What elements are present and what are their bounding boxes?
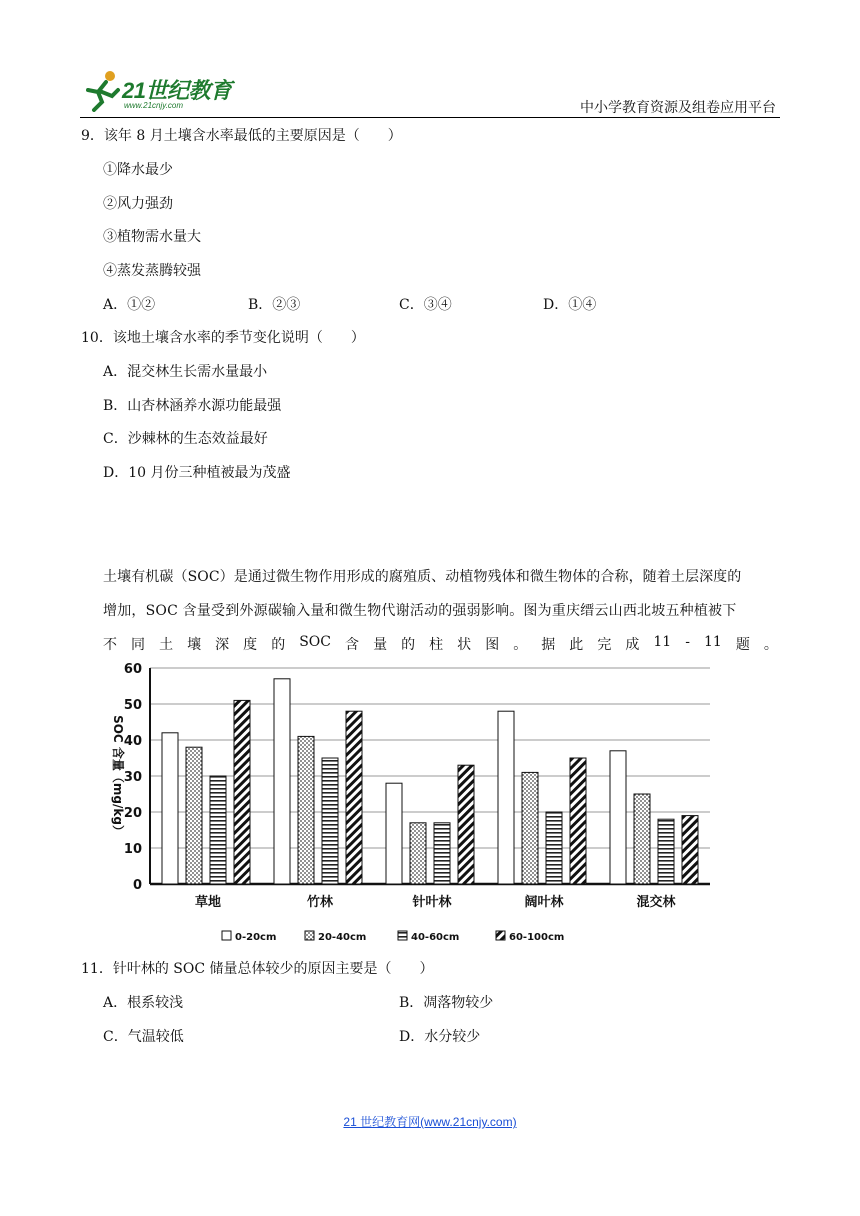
y-axis-label: SOC 含量（mg/kg）	[111, 715, 125, 837]
y-tick-label: 20	[123, 806, 142, 821]
x-tick-label: 针叶林	[412, 895, 452, 910]
x-tick-label: 草地	[194, 895, 222, 910]
passage-word: 土	[159, 637, 174, 653]
q11-option-d[interactable]: D．水分较少	[399, 1029, 481, 1045]
bar	[570, 758, 586, 884]
passage-word: SOC	[299, 634, 331, 650]
passage-word: 据	[541, 637, 556, 653]
y-tick-label: 0	[132, 878, 142, 893]
q9-option-c[interactable]: C．③④	[399, 297, 452, 313]
bar	[386, 783, 402, 884]
bar	[658, 819, 674, 884]
passage-word: 不	[103, 637, 117, 653]
q11-option-a[interactable]: A．根系较浅	[103, 995, 184, 1011]
platform-title: 中小学教育资源及组卷应用平台	[580, 99, 776, 115]
legend-label: 40-60cm	[411, 932, 460, 943]
q10-option-d[interactable]: D．10 月份三种植被最为茂盛	[103, 465, 291, 481]
passage-word: 图	[485, 637, 500, 653]
q9-option-b[interactable]: B．②③	[248, 297, 301, 313]
passage-word: 壤	[187, 637, 202, 653]
passage-word: 成	[625, 637, 640, 653]
logo-text: 21世纪教育	[122, 78, 232, 103]
q9-item: ③植物需水量大	[103, 229, 201, 245]
passage-line-2: 增加，SOC 含量受到外源碳输入量和微生物代谢活动的强弱影响。图为重庆缙云山西北坡五种植被下	[103, 603, 737, 619]
bar	[162, 733, 178, 884]
legend-swatch	[222, 931, 231, 940]
q11-stem: 11．针叶林的 SOC 储量总体较少的原因主要是（ ）	[81, 961, 434, 977]
bar	[458, 765, 474, 884]
q9-item: ②风力强劲	[103, 196, 173, 212]
bar	[346, 711, 362, 884]
passage-word: 状	[457, 637, 472, 653]
passage-word: 此	[569, 637, 584, 653]
x-tick-label: 竹林	[306, 895, 334, 910]
bar	[298, 736, 314, 884]
q11-option-c[interactable]: C．气温较低	[103, 1029, 184, 1045]
passage-word: 同	[131, 637, 146, 653]
passage-line-3	[103, 634, 778, 654]
bar	[546, 812, 562, 884]
q10-option-c[interactable]: C．沙棘林的生态效益最好	[103, 431, 268, 447]
y-tick-label: 30	[123, 770, 142, 785]
passage-word: 题	[735, 637, 750, 653]
x-tick-label: 混交林	[636, 895, 676, 910]
bar	[210, 776, 226, 884]
runner-logo-icon	[80, 68, 124, 112]
bar	[410, 823, 426, 884]
y-tick-label: 50	[123, 698, 142, 713]
q9-item: ①降水最少	[103, 162, 173, 178]
passage-word: -	[685, 634, 690, 650]
legend-label: 60-100cm	[509, 932, 565, 943]
passage-word: 的	[401, 637, 416, 653]
passage-word: 。	[763, 637, 778, 653]
q9-option-d[interactable]: D．①④	[543, 297, 597, 313]
y-tick-label: 40	[123, 734, 142, 749]
passage-word: 深	[215, 637, 230, 653]
legend-label: 0-20cm	[235, 932, 277, 943]
passage-word: 含	[345, 637, 360, 653]
bar	[274, 679, 290, 884]
logo-url: www.21cnjy.com	[124, 101, 183, 110]
bar	[186, 747, 202, 884]
bar	[498, 711, 514, 884]
q11-option-b[interactable]: B．凋落物较少	[399, 995, 494, 1011]
passage-word: 量	[373, 637, 388, 653]
passage-word: 的	[271, 637, 286, 653]
passage-word: 完	[597, 637, 612, 653]
legend-swatch	[496, 931, 505, 940]
bar	[682, 816, 698, 884]
legend-label: 20-40cm	[318, 932, 367, 943]
bar	[434, 823, 450, 884]
q10-stem: 10．该地土壤含水率的季节变化说明（ ）	[81, 330, 365, 346]
legend-swatch	[305, 931, 314, 940]
bar	[610, 751, 626, 884]
footer-link[interactable]: 21 世纪教育网(www.21cnjy.com)	[343, 1115, 517, 1129]
q9-item: ④蒸发蒸腾较强	[103, 263, 201, 279]
passage-word: 度	[243, 637, 258, 653]
bar	[322, 758, 338, 884]
x-tick-label: 阔叶林	[524, 895, 564, 910]
y-tick-label: 60	[123, 662, 142, 677]
q10-option-a[interactable]: A．混交林生长需水量最小	[103, 364, 268, 380]
header-divider	[80, 117, 780, 118]
q9-option-a[interactable]: A．①②	[103, 297, 156, 313]
legend-swatch	[398, 931, 407, 940]
passage-word: 柱	[429, 637, 444, 653]
q10-option-b[interactable]: B．山杏林涵养水源功能最强	[103, 398, 282, 414]
soc-bar-chart	[100, 660, 720, 950]
passage-line-1: 土壤有机碳（SOC）是通过微生物作用形成的腐殖质、动植物残体和微生物体的合称，随着土层深度的	[103, 569, 742, 585]
bar	[522, 772, 538, 884]
passage-word: 11	[653, 634, 672, 650]
y-tick-label: 10	[123, 842, 142, 857]
bar	[234, 700, 250, 884]
q9-stem: 9．该年 8 月土壤含水率最低的主要原因是（ ）	[81, 128, 402, 144]
passage-word: 11	[704, 634, 722, 650]
bar	[634, 794, 650, 884]
passage-word: 。	[513, 637, 528, 653]
